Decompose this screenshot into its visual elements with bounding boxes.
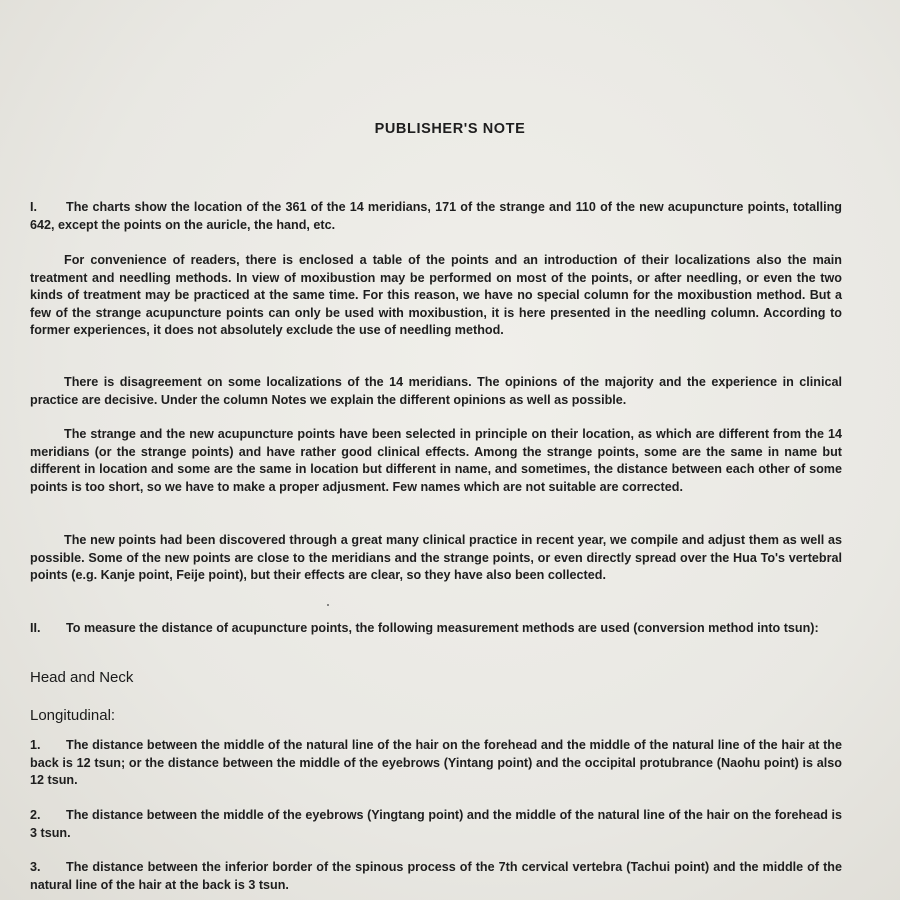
section-2-paragraph (30, 620, 842, 638)
item-text: The distance between the middle of the natural line of the hair on the forehead and the middle of the natural line of the hair at the back is 12 tsun; or the distance between the middle of the eyebrows (Yintang point) and the occipital protubrance (Naohu point) is also 12 tsun. (30, 738, 842, 788)
paragraph: The new points had been discovered through a great many clinical practice in recent year, we compile and adjust them as well as possible. Some of the new points are close to the meridians and the strange points, or even directly spread over the Hua To's vertebral points (e.g. Kanje point, Feije point), but their effects are clear, so they have also been collected. (30, 533, 842, 583)
item-text: The distance between the inferior border of the spinous process of the 7th cervical vertebra (Tachui point) and the middle of the natural line of the hair at the back is 3 tsun. (30, 860, 842, 892)
heading-head-and-neck: Head and Neck (30, 669, 134, 686)
heading-longitudinal: Longitudinal: (30, 707, 116, 724)
print-speck (327, 604, 329, 606)
section-1-paragraph (30, 199, 842, 234)
section-number: II. (30, 621, 41, 635)
paragraph: For convenience of readers, there is enclosed a table of the points and an introduction of their localizations also the main treatment and needling methods. In view of moxibustion may be performed on most of the points, or after needling, or even the two kinds of treatment may be practiced at the same time. For this reason, we have no special column for the moxibustion method. But a few of the strange acupuncture points can only be used with moxibustion, it is here presented in the needling column. According to former experiences, it does not absolutely exclude the use of needling method. (30, 253, 842, 338)
page-title: PUBLISHER'S NOTE (374, 121, 526, 137)
list-item (30, 737, 842, 790)
paragraph-text: The charts show the location of the 361 of the 14 meridians, 171 of the strange and 110 of the new acupuncture points, totalling 642, except the points on the auricle, the hand, etc. (30, 200, 842, 232)
list-item (30, 859, 842, 894)
paragraph: There is disagreement on some localizations of the 14 meridians. The opinions of the majority and the experience in clinical practice are decisive. Under the column Notes we explain the different opinions as well as possible. (30, 375, 842, 407)
list-item (30, 807, 842, 842)
item-text: The distance between the middle of the eyebrows (Yingtang point) and the middle of the natural line of the hair on the forehead is 3 tsun. (30, 808, 842, 840)
item-number: 3. (30, 860, 41, 874)
paragraph-text: To measure the distance of acupuncture points, the following measurement methods are used (conversion method into tsun): (66, 621, 819, 635)
item-number: 1. (30, 738, 41, 752)
item-number: 2. (30, 808, 41, 822)
paragraph: The strange and the new acupuncture points have been selected in principle on their location, as which are different from the 14 meridians (or the strange points) and have rather good clinical effects. Among the strange points, some are the same in name but different in location and some are the same in location but different in name, and sometimes, the distance between each other of some points is too short, so we have to make a proper adjusment. Few names which are not suitable are corrected. (30, 427, 842, 494)
section-number: I. (30, 200, 37, 214)
